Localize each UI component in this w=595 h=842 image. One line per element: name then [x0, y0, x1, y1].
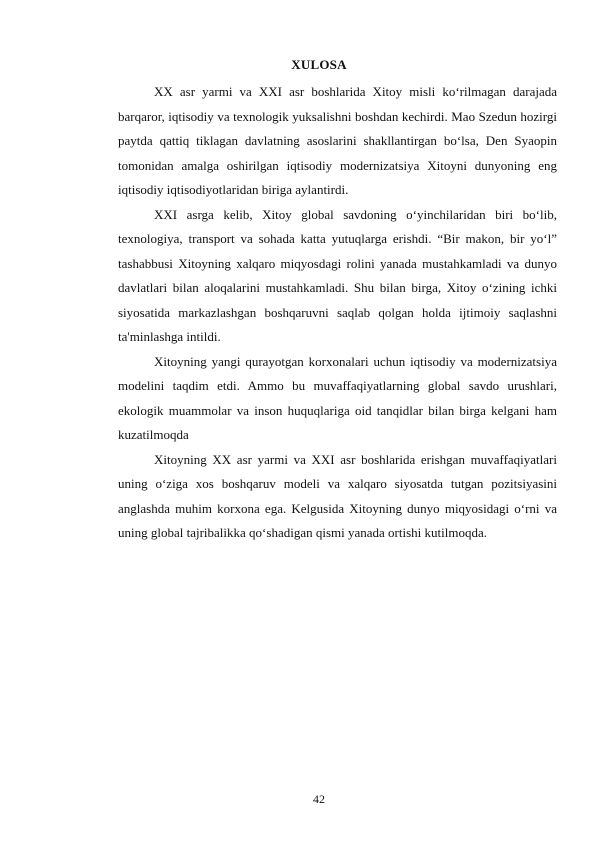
- paragraph-2: XXI asrga kelib, Xitoy global savdoning o‘yinchilaridan biri bo‘lib, texnologiya, transport va sohada katta yutuqlarga erishdi. “Bir makon, bir yo‘l” tashabbusi Xitoyning xalqaro miqyosdagi rolini yanada mustahkamladi va dunyo davlatlari bilan aloqalarini mustahkamladi. Shu bilan birga, Xitoy o‘zining ichki siyosatida markazlashgan boshqaruvni saqlab qolgan holda ijtimoiy saqlashni ta'minlashga intildi.: [118, 206, 557, 344]
- paragraph-3: Xitoyning yangi qurayotgan korxonalari uchun iqtisodiy va modernizatsiya modelini taqdim etdi. Ammo bu muvaffaqiyatlarning global savdo urushlari, ekologik muammolar va inson huquqlariga oid tanqidlar bilan birga kelgani ham kuzatilmoqda: [118, 353, 557, 442]
- paragraph-1: XX asr yarmi va XXI asr boshlarida Xitoy misli ko‘rilmagan darajada barqaror, iqtisodiy va texnologik yuksalishni boshdan kechirdi. Mao Szedun hozirgi paytda qattiq tiklagan davlatning asoslarini shakllantirgan bo‘lsa, Den Syaopin tomonidan amalga oshirilgan iqtisodiy modernizatsiya Xitoyni dunyoning eng iqtisodiy iqtisodiyotlaridan biriga aylantirdi.: [118, 84, 557, 197]
- page-number: 42: [313, 792, 325, 806]
- paragraph-4: Xitoyning XX asr yarmi va XXI asr boshlarida erishgan muvaffaqiyatlari uning o‘ziga xos boshqaruv modeli va xalqaro siyosatda tutgan pozitsiyasini anglashda muhim korxona ega. Kelgusida Xitoyning dunyo miqyosidagi o‘rni va uning global tajribalikka qo‘shadigan qismi yanada ortishi kutilmoqda.: [118, 451, 557, 540]
- page-title: XULOSA: [291, 57, 347, 72]
- body-text: [118, 80, 557, 546]
